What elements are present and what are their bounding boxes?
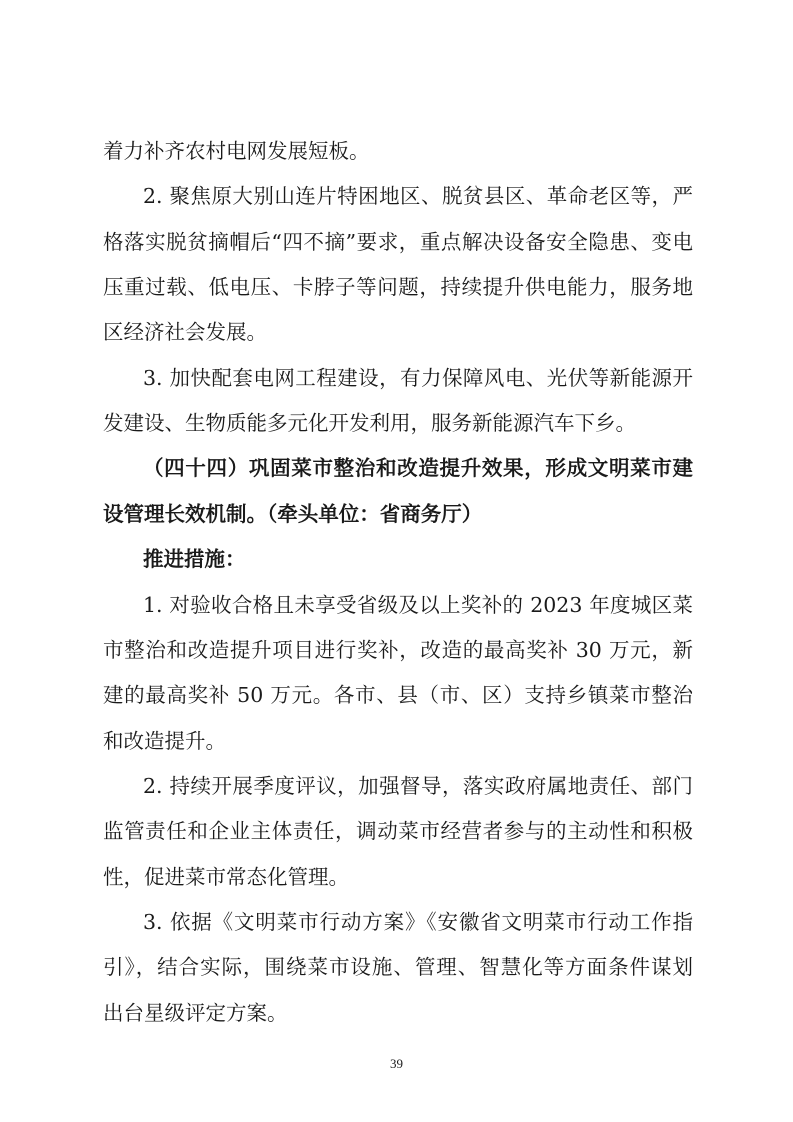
paragraph-line: 2. 持续开展季度评议，加强督导，落实政府属地责任、部门 [143, 774, 693, 798]
paragraph-line: 出台星级评定方案。 [103, 1001, 288, 1025]
paragraph-line: 监管责任和企业主体责任，调动菜市经营者参与的主动性和积极 [103, 819, 693, 843]
page-number: 39 [390, 1056, 403, 1071]
paragraph-line: 3. 依据《文明菜市行动方案》《安徽省文明菜市行动工作指 [143, 910, 693, 934]
paragraph-line: 市整治和改造提升项目进行奖补，改造的最高奖补 30 万元，新 [103, 638, 693, 662]
paragraph-line: 压重过载、低电压、卡脖子等问题，持续提升供电能力，服务地 [103, 275, 693, 299]
section-heading-line: 设管理长效机制。（牵头单位：省商务厅） [103, 502, 483, 526]
paragraph-line: 区经济社会发展。 [103, 320, 267, 344]
subheading-line: 推进措施： [143, 547, 246, 571]
paragraph-line: 着力补齐农村电网发展短板。 [103, 139, 370, 163]
paragraph-line: 发建设、生物质能多元化开发利用，服务新能源汽车下乡。 [103, 411, 636, 435]
paragraph-line: 建的最高奖补 50 万元。各市、县（市、区）支持乡镇菜市整治 [103, 683, 693, 707]
paragraph-line: 和改造提升。 [103, 729, 226, 753]
paragraph-line: 3. 加快配套电网工程建设，有力保障风电、光伏等新能源开 [143, 366, 693, 390]
paragraph-line: 性，促进菜市常态化管理。 [103, 865, 349, 889]
paragraph-line: 格落实脱贫摘帽后“四不摘”要求，重点解决设备安全隐患、变电 [103, 230, 693, 254]
paragraph-line: 2. 聚焦原大别山连片特困地区、脱贫县区、革命老区等，严 [143, 184, 693, 208]
section-heading-line: （四十四）巩固菜市整治和改造提升效果，形成文明菜市建 [143, 456, 693, 480]
paragraph-line: 1. 对验收合格且未享受省级及以上奖补的 2023 年度城区菜 [143, 593, 693, 617]
paragraph-line: 引》，结合实际，围绕菜市设施、管理、智慧化等方面条件谋划 [103, 955, 693, 979]
